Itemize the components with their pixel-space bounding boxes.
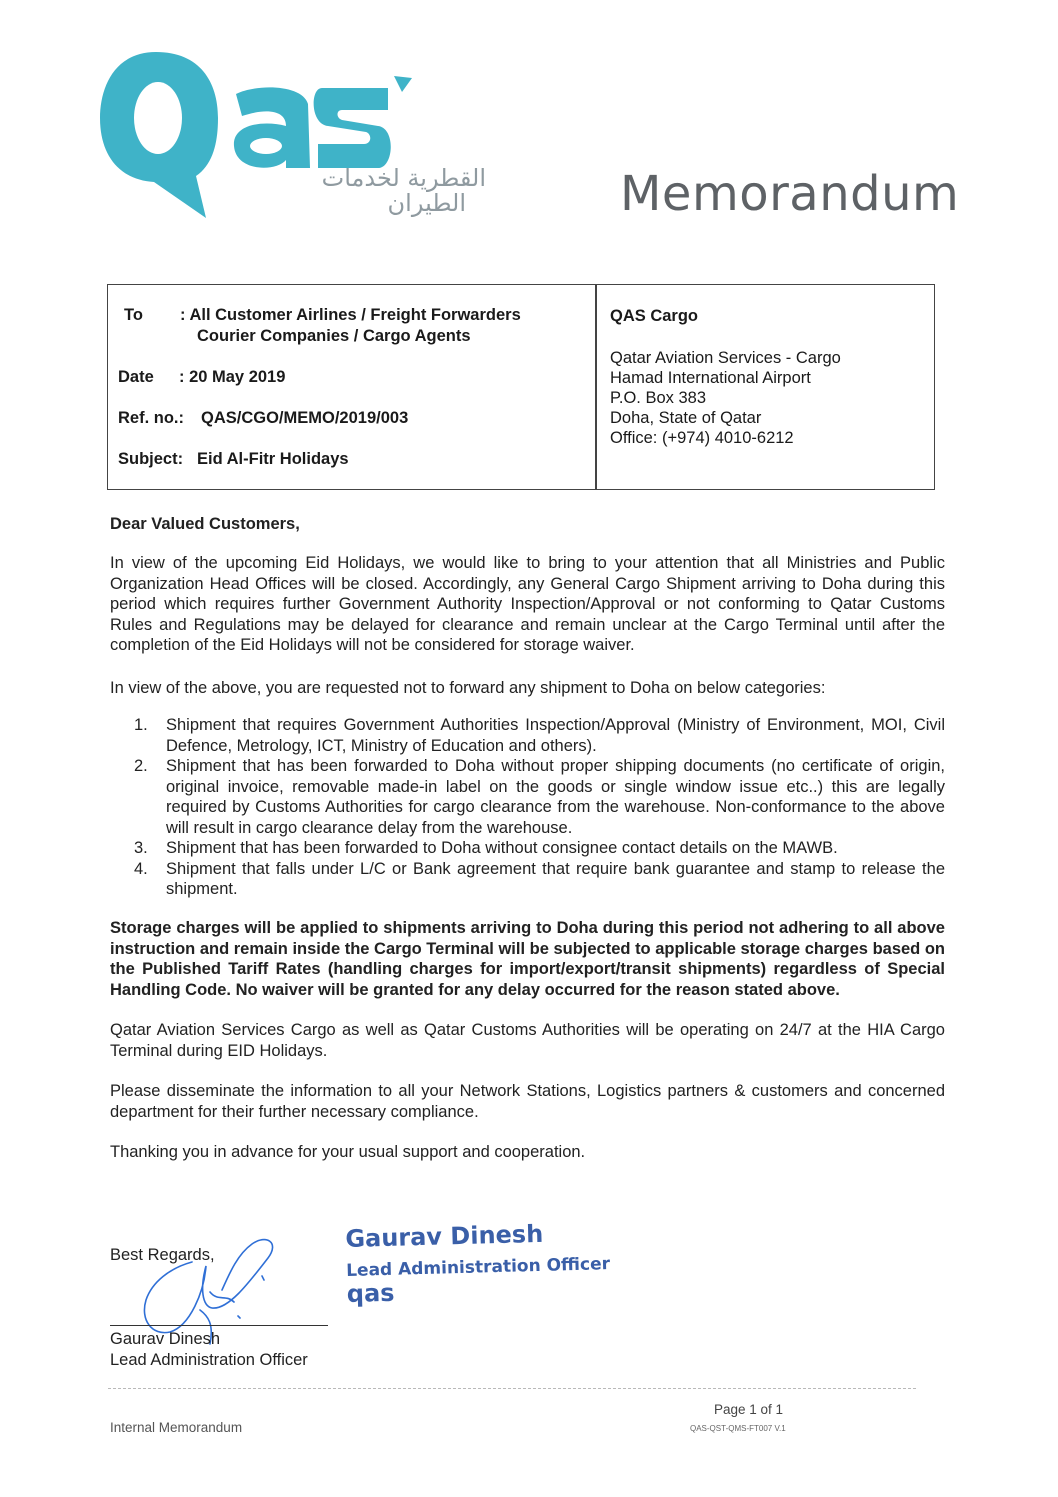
paragraph-operations: Qatar Aviation Services Cargo as well as Qatar Customs Authorities will be operating on 24/7 at the HIA Cargo Terminal during EID Holidays.: [110, 1021, 945, 1060]
document-code: QAS-QST-QMS-FT007 V.1: [690, 1424, 786, 1433]
list-item-number: 3.: [134, 839, 148, 857]
ref-label: Ref. no.:: [118, 409, 184, 427]
storage-charges-notice: Storage charges will be applied to shipments arriving to Doha during this period not adhering to all above instruction and remain inside the Cargo Terminal will be subjected to applicable storage charges based on the Published Tariff Rates (handling charges for import/export/transit shipments) regardless of Special Handling Code. No waiver will be granted for any delay occurred for the reason stated above.: [110, 919, 945, 999]
footer-divider: [108, 1388, 916, 1389]
info-box-divider: [595, 285, 597, 489]
stamp-name: Gaurav Dinesh: [345, 1219, 544, 1253]
sender-name: QAS Cargo: [610, 307, 699, 325]
logo-arabic-line2: الطيران: [387, 189, 466, 217]
signatory-block: [110, 1329, 308, 1371]
page-title: Memorandum: [620, 166, 960, 222]
paragraph-categories-intro: In view of the above, you are requested not to forward any shipment to Doha on below categories:: [110, 679, 826, 697]
list-item-text: Shipment that has been forwarded to Doha without proper shipping documents (no certificate of origin, original invoice, removable made-in label on the goods or single window issue etc..) this are legally required by Customs Authorities for cargo clearance from the warehouse. Non-conformance to the above will result in cargo clearance delay from the warehouse.: [166, 757, 945, 837]
signatory-name: Gaurav Dinesh: [110, 1330, 221, 1348]
paragraph-thanks: Thanking you in advance for your usual support and cooperation.: [110, 1143, 586, 1161]
to-value-line2: Courier Companies / Cargo Agents: [197, 327, 471, 345]
list-item: [110, 756, 945, 838]
sender-city: Doha, State of Qatar: [610, 409, 762, 427]
to-label: To: [124, 306, 143, 324]
date-label: Date: [118, 368, 154, 386]
signature-line: [110, 1325, 328, 1326]
signatory-title: Lead Administration Officer: [110, 1351, 308, 1369]
footer-label: Internal Memorandum: [110, 1420, 243, 1435]
name-stamp: [345, 1218, 611, 1307]
sender-airport: Hamad International Airport: [610, 369, 811, 387]
qas-logo: [96, 48, 486, 223]
date-value: : 20 May 2019: [179, 368, 286, 386]
list-item-number: 2.: [134, 757, 148, 775]
list-item-text: Shipment that falls under L/C or Bank agreement that require bank guarantee and stamp to release the shipment.: [166, 859, 945, 898]
list-item: [110, 838, 945, 859]
memo-info-box: [107, 284, 935, 490]
stamp-title: Lead Administration Officer: [345, 1254, 611, 1281]
logo-arabic-line1: القطرية لخدمات: [321, 164, 486, 192]
sender-po-box: P.O. Box 383: [610, 389, 707, 407]
list-item-number: 1.: [134, 716, 148, 734]
list-item: [110, 715, 945, 756]
closing: Best Regards,: [110, 1246, 215, 1264]
sender-office-phone: Office: (+974) 4010-6212: [610, 429, 794, 447]
sender-org: Qatar Aviation Services - Cargo: [610, 349, 841, 367]
sender-address: [610, 348, 841, 448]
page-number: Page 1 of 1: [714, 1402, 784, 1417]
list-item-text: Shipment that requires Government Authorities Inspection/Approval (Ministry of Environment, MOI, Civil Defence, Metrology, ICT, Ministry of Education and others).: [166, 716, 945, 755]
paragraph-intro: In view of the upcoming Eid Holidays, we would like to bring to your attention that all Ministries and Public Organization Head Offices will be closed. Accordingly, any General Cargo Shipment arriving to Doha during this period which requires further Government Authority Inspection/Approval or not conforming to Qatar Customs Rules and Regulations may be delayed for clearance and remain unclear at the Cargo Terminal until after the completion of the Eid Holidays will not be considered for storage waiver.: [110, 554, 945, 654]
paragraph-dissemination: Please disseminate the information to all your Network Stations, Logistics partners & customers and concerned department for their further necessary compliance.: [110, 1082, 945, 1121]
subject-value: Eid Al-Fitr Holidays: [197, 450, 349, 468]
category-list: [110, 715, 945, 900]
ref-value: QAS/CGO/MEMO/2019/003: [201, 409, 409, 427]
salutation: Dear Valued Customers,: [110, 515, 300, 533]
stamp-logo: qas: [346, 1278, 395, 1308]
list-item-number: 4.: [134, 859, 148, 878]
list-item-text: Shipment that has been forwarded to Doha without consignee contact details on the MAWB.: [166, 839, 838, 857]
subject-label: Subject:: [118, 450, 184, 468]
list-item: [110, 859, 945, 900]
to-value-line1: : All Customer Airlines / Freight Forwarders: [180, 306, 521, 324]
